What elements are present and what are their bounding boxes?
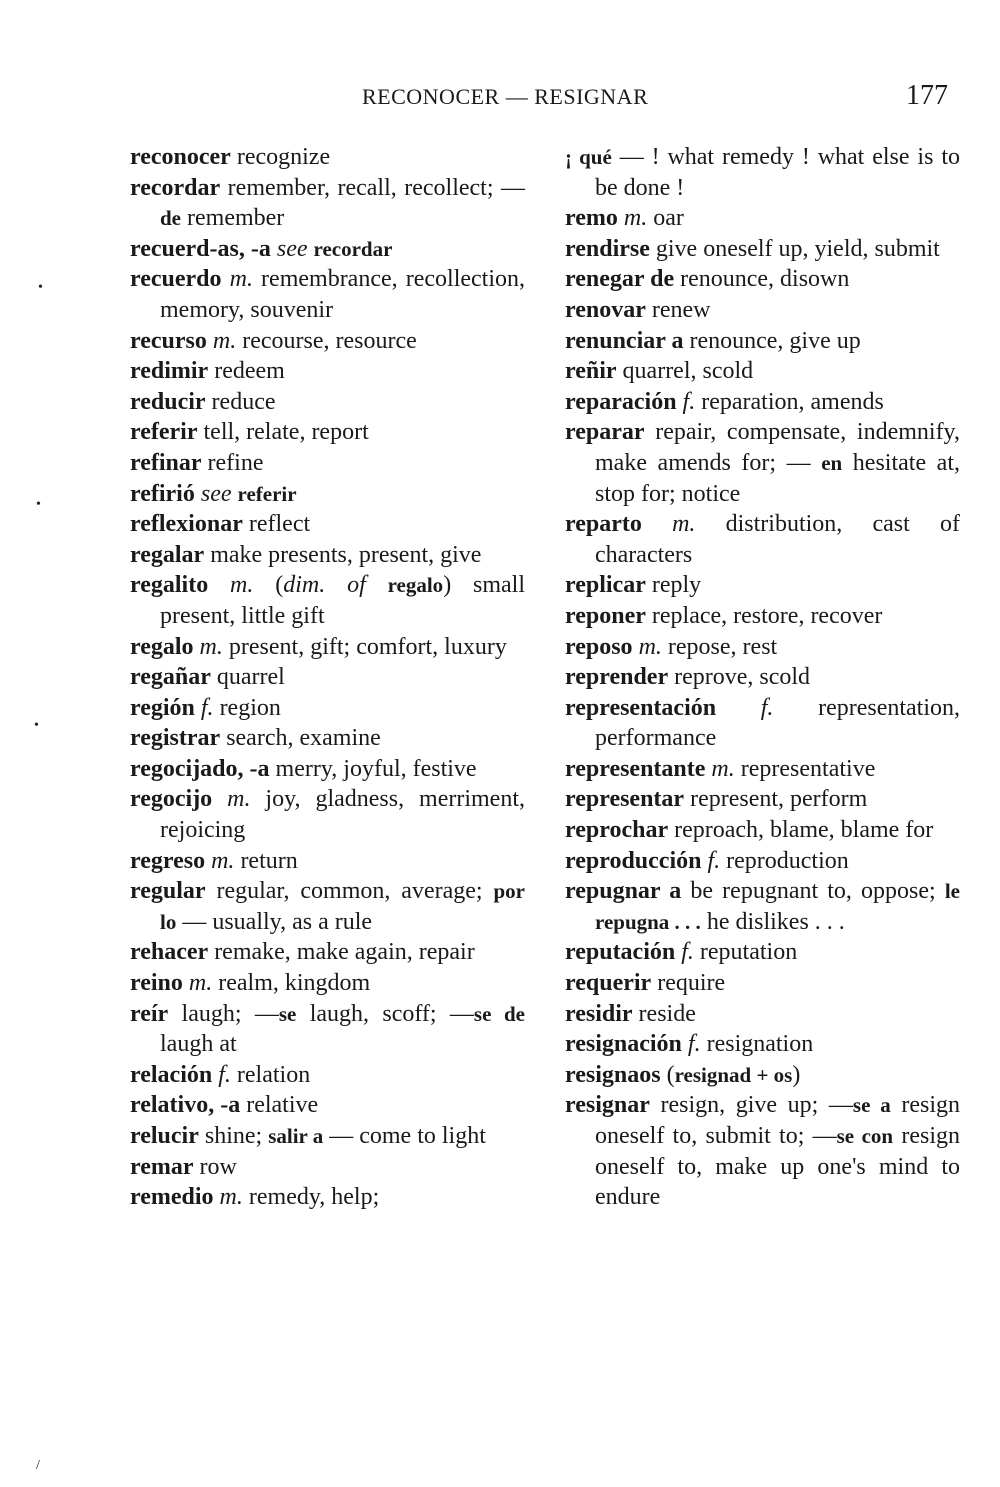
entry-text: reside <box>632 1000 696 1027</box>
entry-headword: reprochar <box>565 817 669 844</box>
entry-italic: m. <box>211 847 235 874</box>
entry-text: oar <box>647 205 684 232</box>
entry-italic: m. <box>188 970 213 997</box>
entry-italic: m. <box>229 266 253 293</box>
entry-headword: regular <box>130 878 206 905</box>
dictionary-entry <box>565 937 960 968</box>
entry-text: ) small present, little gift <box>160 572 526 629</box>
entry-headword: refirió <box>130 480 195 507</box>
entry-italic: f. <box>687 1031 701 1058</box>
entry-text <box>325 572 347 598</box>
entry-text: distribution, cast of characters <box>595 511 960 568</box>
entry-text: present, gift; comfort, luxury <box>222 633 507 660</box>
left-column <box>130 142 525 1213</box>
entry-headword: región <box>130 694 195 721</box>
entry-text: representative <box>734 755 876 782</box>
margin-mark: • <box>36 497 41 512</box>
margin-mark: • <box>38 280 43 295</box>
entry-italic: f. <box>200 694 214 721</box>
entry-headword: recordar <box>130 174 221 201</box>
entry-text: he dislikes . . . <box>700 908 845 935</box>
entry-text: merry, joyful, festive <box>269 755 477 782</box>
entry-headword: replicar <box>565 572 646 599</box>
entry-headword: relación <box>130 1061 213 1088</box>
entry-text: return <box>234 847 298 874</box>
entry-headword: requerir <box>565 970 652 997</box>
entry-text: remedy, help; <box>242 1184 380 1211</box>
dictionary-entry <box>130 968 525 999</box>
dictionary-entry <box>565 999 960 1030</box>
dictionary-entry <box>130 876 525 937</box>
entry-headword: representar <box>565 786 685 813</box>
entry-text: reflect <box>242 511 311 538</box>
entry-headword: reparar <box>565 419 645 446</box>
dictionary-entry <box>130 540 525 571</box>
dictionary-entry <box>565 815 960 846</box>
entry-text: recourse, resource <box>236 327 417 354</box>
entry-text: region <box>213 694 281 721</box>
dictionary-entry <box>130 509 525 540</box>
entry-spanish: regalo <box>387 573 444 598</box>
entry-spanish: recordar <box>313 236 393 261</box>
dictionary-entry <box>565 1090 960 1212</box>
entry-italic: m. <box>623 205 648 232</box>
entry-text <box>366 572 388 598</box>
entry-spanish: se de <box>473 1001 526 1026</box>
entry-text: renew <box>645 296 711 323</box>
entry-headword: rehacer <box>130 939 209 966</box>
entry-italic: dim. <box>283 572 326 599</box>
entry-text: search, examine <box>220 725 381 752</box>
page-number: 177 <box>906 80 948 111</box>
entry-spanish: se a <box>852 1093 891 1118</box>
dictionary-entry <box>130 326 525 357</box>
dictionary-entry <box>130 173 525 234</box>
entry-headword: recurso <box>130 327 207 354</box>
entry-headword: regalar <box>130 541 205 568</box>
dictionary-entry <box>130 723 525 754</box>
dictionary-entry <box>565 142 960 203</box>
entry-italic: f. <box>707 847 721 874</box>
dictionary-entry <box>565 1060 960 1091</box>
entry-headword: reconocer <box>130 144 231 170</box>
dictionary-entry <box>130 417 525 448</box>
entry-headword: rendirse <box>565 235 650 262</box>
dictionary-entry <box>130 479 525 510</box>
entry-headword: remedio <box>130 1184 214 1211</box>
entry-text <box>222 266 230 292</box>
dictionary-entry <box>130 846 525 877</box>
entry-text: require <box>651 970 726 997</box>
dictionary-entry <box>130 387 525 418</box>
running-head: RECONOCER — RESIGNAR <box>362 84 649 109</box>
entry-headword: representante <box>565 755 706 782</box>
entry-italic: m. <box>672 511 696 538</box>
entry-text: row <box>193 1153 237 1180</box>
entry-text: reprove, scold <box>668 664 811 691</box>
entry-text: ( <box>253 572 284 599</box>
dictionary-entry <box>565 632 960 663</box>
dictionary-entry <box>565 203 960 234</box>
entry-headword: reposo <box>565 633 633 660</box>
dictionary-entry <box>565 846 960 877</box>
entry-italic: of <box>347 572 366 599</box>
entry-text: be repugnant to, oppose; <box>681 878 945 905</box>
entry-text: reduce <box>205 388 276 415</box>
entry-text: realm, kingdom <box>212 970 371 997</box>
dictionary-entry <box>130 632 525 663</box>
entry-text: representation, performance <box>595 694 961 752</box>
dictionary-entry <box>130 1182 525 1213</box>
entry-headword: reñir <box>565 358 617 385</box>
entry-headword: renunciar a <box>565 327 684 354</box>
entry-headword: redimir <box>130 358 209 385</box>
entry-text: hesitate at, stop for; notice <box>595 449 961 507</box>
entry-headword: renegar de <box>565 266 675 293</box>
dictionary-entry <box>565 264 960 295</box>
entry-headword: reflexionar <box>130 511 243 538</box>
entry-italic: m. <box>638 633 662 660</box>
entry-spanish: por lo <box>160 879 525 934</box>
entry-italic: m. <box>212 327 237 354</box>
entry-headword: regocijo <box>130 786 213 813</box>
entry-text: remembrance, recollection, memory, souvenir <box>160 266 526 323</box>
entry-headword: reproducción <box>565 847 702 874</box>
entry-text <box>208 572 230 598</box>
entry-text: resign oneself to, submit to; — <box>595 1092 960 1149</box>
entry-italic: m. <box>227 786 251 813</box>
entry-text: — come to light <box>323 1123 486 1149</box>
dictionary-entry <box>565 234 960 265</box>
entry-text <box>642 511 672 537</box>
dictionary-entry <box>130 662 525 693</box>
entry-text <box>716 695 761 721</box>
dictionary-entry <box>130 784 525 845</box>
entry-text: ( <box>660 1061 675 1088</box>
margin-mark: • <box>34 718 39 733</box>
entry-headword: reprender <box>565 664 669 691</box>
entry-italic: m. <box>711 755 735 782</box>
dictionary-entry <box>565 601 960 632</box>
dictionary-entry <box>565 754 960 785</box>
entry-text: relative <box>240 1092 319 1119</box>
entry-text: replace, restore, recover <box>645 602 883 629</box>
dictionary-entry <box>130 1090 525 1121</box>
entry-text: reparation, amends <box>695 388 884 415</box>
dictionary-entry <box>130 570 525 631</box>
entry-headword: reponer <box>565 602 646 629</box>
entry-text: ) <box>792 1061 801 1088</box>
entry-headword: reír <box>130 1000 169 1027</box>
entry-italic: see <box>200 480 232 507</box>
entry-text: resign, give up; — <box>649 1092 853 1119</box>
entry-spanish: le repugna . . . <box>595 879 960 934</box>
dictionary-entry <box>565 570 960 601</box>
dictionary-entry <box>130 142 525 173</box>
dictionary-entry <box>130 999 525 1060</box>
dictionary-entry <box>130 448 525 479</box>
entry-headword: resignaos <box>565 1061 661 1088</box>
entry-text: regular, common, average; <box>205 878 494 905</box>
entry-headword: reparto <box>565 511 642 538</box>
margin-mark: / <box>36 1458 40 1473</box>
entry-italic: m. <box>230 572 254 599</box>
entry-headword: reino <box>130 970 183 997</box>
entry-headword: reparación <box>565 388 677 415</box>
entry-text: give oneself up, yield, submit <box>649 235 940 262</box>
entry-headword: refinar <box>130 449 202 476</box>
entry-headword: reputación <box>565 939 676 966</box>
entry-italic: f. <box>681 939 694 966</box>
dictionary-entry <box>565 387 960 418</box>
entry-spanish: ¡ qué <box>565 145 612 169</box>
dictionary-entry <box>130 234 525 265</box>
entry-text: repair, compensate, indemnify, make amends for; — <box>595 419 960 476</box>
entry-italic: m. <box>219 1184 243 1211</box>
entry-text: repose, rest <box>661 633 778 660</box>
entry-headword: residir <box>565 1000 633 1027</box>
entry-headword: recuerd-as, -a <box>130 235 271 262</box>
dictionary-entry <box>565 356 960 387</box>
entry-headword: regañar <box>130 664 211 691</box>
entry-italic: see <box>276 235 308 262</box>
dictionary-entry <box>130 937 525 968</box>
entry-text: resignation <box>700 1031 814 1058</box>
entry-text: remember <box>181 205 285 232</box>
entry-text: laugh; — <box>168 1000 279 1027</box>
dictionary-entry <box>565 509 960 570</box>
entry-headword: reducir <box>130 388 206 415</box>
entry-text: make presents, present, give <box>204 541 482 568</box>
entry-text: laugh, scoff; — <box>296 1000 474 1027</box>
entry-text: recognize <box>230 144 331 170</box>
entry-italic: f. <box>760 694 774 721</box>
entry-text: renounce, give up <box>683 327 861 354</box>
entry-text: quarrel <box>210 664 285 691</box>
dictionary-entry <box>565 693 960 754</box>
entry-headword: resignar <box>565 1092 650 1119</box>
entry-text: — usually, as a rule <box>176 908 373 935</box>
entry-headword: referir <box>130 419 198 446</box>
entry-headword: representación <box>565 694 717 721</box>
entry-headword: regalo <box>130 633 194 660</box>
entry-headword: remo <box>565 205 618 232</box>
entry-headword: remar <box>130 1153 194 1180</box>
entry-spanish: referir <box>237 481 297 506</box>
entry-text: redeem <box>208 358 285 385</box>
entry-headword: renovar <box>565 296 646 323</box>
entry-text: renounce, disown <box>674 266 850 293</box>
dictionary-entry <box>130 264 525 325</box>
dictionary-entry <box>565 1029 960 1060</box>
entry-text: shine; <box>198 1123 269 1149</box>
entry-text: represent, perform <box>684 786 868 813</box>
dictionary-entry <box>565 662 960 693</box>
entry-headword: regreso <box>130 847 206 874</box>
entry-spanish: salir a <box>268 1124 324 1148</box>
entry-italic: m. <box>199 633 223 660</box>
dictionary-entry <box>565 326 960 357</box>
entry-text: reputation <box>693 939 798 966</box>
entry-text: joy, gladness, merriment, rejoicing <box>160 786 525 844</box>
entry-headword: regalito <box>130 572 209 599</box>
entry-text: remember, recall, recollect; — <box>220 174 525 201</box>
entry-headword: repugnar a <box>565 878 682 905</box>
dictionary-entry <box>565 968 960 999</box>
entry-headword: relativo, -a <box>130 1092 241 1119</box>
dictionary-entry <box>130 754 525 785</box>
entry-headword: relucir <box>130 1123 199 1149</box>
entry-text: resign oneself to, make up one's mind to endure <box>595 1123 961 1211</box>
dictionary-entry <box>130 693 525 724</box>
dictionary-entry <box>565 876 960 937</box>
entry-italic: f. <box>218 1061 231 1088</box>
dictionary-entry <box>130 1060 525 1091</box>
entry-spanish: se <box>278 1001 297 1026</box>
dictionary-entry <box>130 1152 525 1183</box>
entry-headword: regocijado, -a <box>130 755 270 782</box>
dictionary-entry <box>130 1121 525 1152</box>
entry-text: reproduction <box>720 847 849 874</box>
entry-text <box>212 786 227 812</box>
entry-text: laugh at <box>160 1031 237 1058</box>
entry-text: quarrel, scold <box>616 358 754 385</box>
dictionary-entry <box>565 417 960 509</box>
entry-text: reply <box>645 572 702 599</box>
entry-italic: f. <box>682 388 696 415</box>
entry-text: reproach, blame, blame for <box>668 817 934 844</box>
entry-text: — ! what remedy ! what else is to be done ! <box>595 144 960 201</box>
entry-text: relation <box>230 1061 311 1088</box>
entry-text: tell, relate, report <box>197 419 369 446</box>
dictionary-entry <box>565 784 960 815</box>
entry-spanish: se con <box>836 1124 894 1148</box>
dictionary-entry <box>130 356 525 387</box>
entry-spanish: en <box>821 450 843 475</box>
entry-text: refine <box>201 449 264 476</box>
dictionary-entry <box>565 295 960 326</box>
entry-headword: resignación <box>565 1031 682 1058</box>
entry-spanish: resignad + os <box>674 1062 793 1087</box>
entry-spanish: de <box>160 206 181 231</box>
entry-text: remake, make again, repair <box>208 939 475 966</box>
right-column <box>565 142 960 1213</box>
entry-headword: registrar <box>130 725 221 752</box>
entry-headword: recuerdo <box>130 266 222 293</box>
